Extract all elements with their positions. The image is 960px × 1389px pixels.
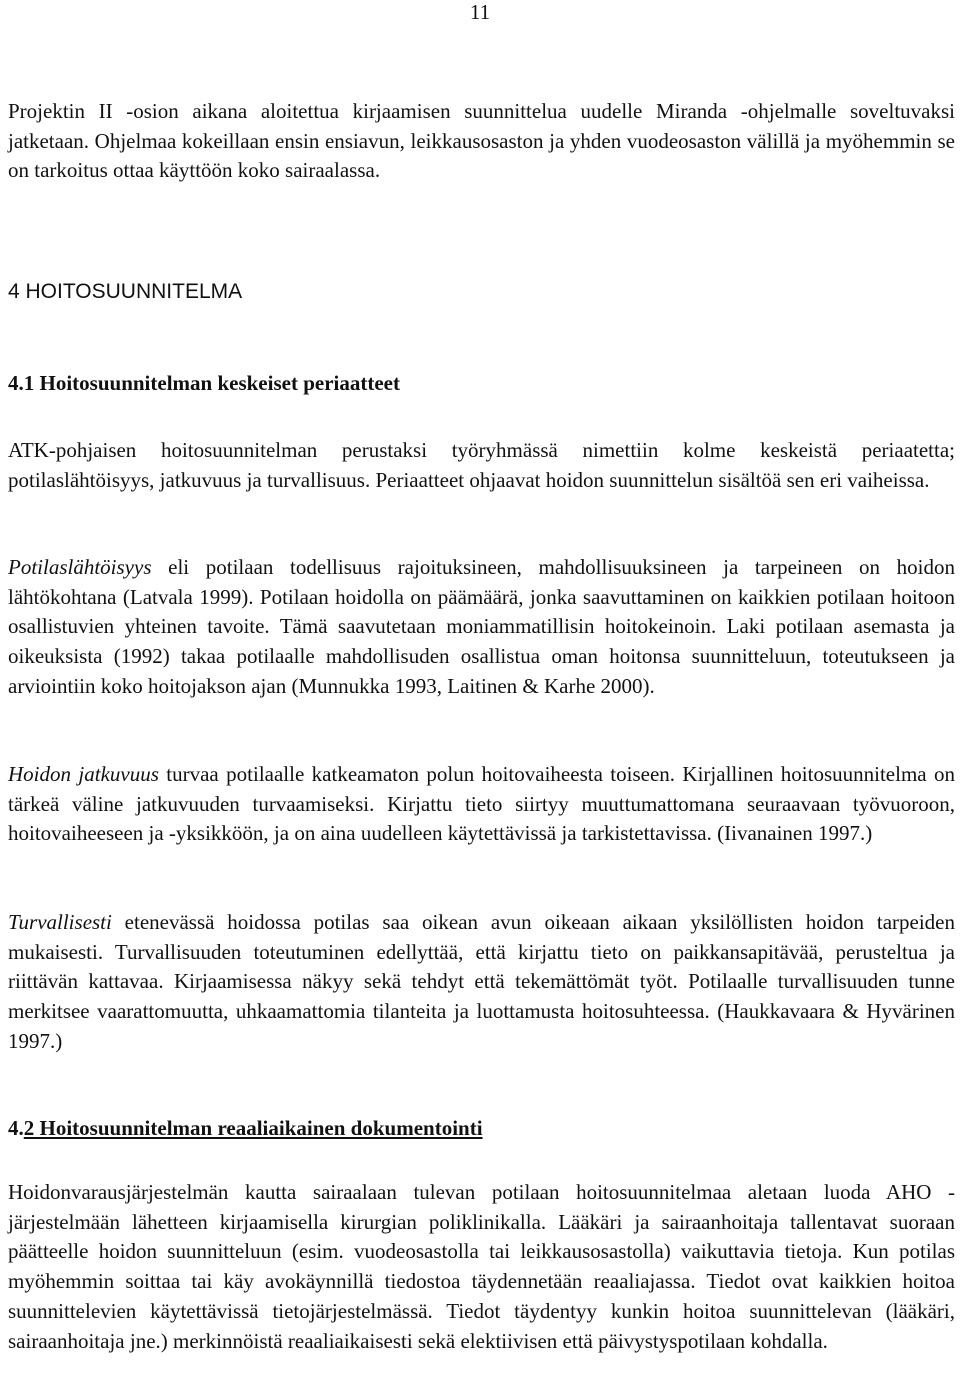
section-4-1-paragraph-1-block (8, 436, 955, 495)
section-4-1-paragraph-3-block (8, 760, 955, 849)
section-4-2-heading-text: 2 Hoitosuunnitelman reaaliaikainen dokumentointi (23, 1116, 483, 1140)
intro-paragraph: Projektin II -osion aikana aloitettua kirjaamisen suunnittelua uudelle Miranda -ohjelmalle soveltuvaksi jatketaan. Ohjelmaa kokeillaan ensin ensiavun, leikkausosaston ja yhden vuodeosaston välillä ja myöhemmin se on tarkoitus ottaa käyttöön koko sairaalassa. (8, 99, 955, 183)
section-4-2-paragraph-1: Hoidonvarausjärjestelmän kautta sairaalaan tulevan potilaan hoitosuunnitelmaa aletaan luoda AHO -järjestelmään lähetteen kirjaamisella kirurgian poliklinikalla. Lääkäri ja sairaanhoitaja tallentavat suoraan päätteelle hoidon suunnitteluun (esim. vuodeosastolla tai leikkausosastolla) vaikuttavia tietoja. Kun potilas myöhemmin soittaa tai käy avokäynnillä tiedostoa täydennetään reaaliajassa. Tiedot ovat kaikkien hoitoa suunnittelevien käytettävissä tietojärjestelmässä. Tiedot täydentyy kunkin hoitoa suunnittelevan (lääkäri, sairaanhoitaja jne.) merkinnöistä reaaliaikaisesti sekä elektiivisen että päivystyspotilaan kohdalla. (8, 1180, 955, 1353)
section-4-1-heading: 4.1 Hoitosuunnitelman keskeiset periaatteet (8, 371, 400, 395)
section-4-1-paragraph-1: ATK-pohjaisen hoitosuunnitelman perustaksi työryhmässä nimettiin kolme keskeistä periaatetta; potilaslähtöisyys, jatkuvuus ja turvallisuus. Periaatteet ohjaavat hoidon suunnittelun sisältöä sen eri vaiheissa. (8, 438, 955, 492)
section-4-1-paragraph-3-text: turvaa potilaalle katkeamaton polun hoitovaiheesta toiseen. Kirjallinen hoitosuunnitelma on tärkeä väline jatkuvuuden turvaamiseksi. Kirjattu tieto siirtyy muuttumattomana seuraavaan työvuoroon, hoitovaiheeseen ja -yksikköön, ja on aina uudelleen käytettävissä ja tarkistettavissa. (Iivanainen 1997.) (8, 762, 956, 846)
hoidon-jatkuvuus-term: Hoidon jatkuvuus (8, 762, 159, 786)
section-4-2-heading-block (8, 1115, 955, 1141)
potilaslahtoisyys-term: Potilaslähtöisyys (8, 555, 152, 579)
chapter-heading-block (8, 279, 955, 305)
section-4-1-paragraph-3 (8, 760, 955, 849)
intro-paragraph-block (8, 97, 955, 186)
section-4-1-paragraph-4-block (8, 908, 955, 1057)
section-4-1-paragraph-2 (8, 553, 955, 702)
section-4-1-paragraph-2-block (8, 553, 955, 702)
chapter-heading: 4 HOITOSUUNNITELMA (8, 280, 243, 303)
turvallisesti-term: Turvallisesti (8, 910, 112, 934)
section-4-1-heading-block (8, 370, 955, 396)
section-4-1-paragraph-4-text: etenevässä hoidossa potilas saa oikean avun oikeaan aikaan yksilöllisten hoidon tarpeiden mukaisesti. Turvallisuuden toteutuminen edellyttää, että kirjattu tieto on paikkansapitävää, perusteltua ja riittävän kattavaa. Kirjaamisessa näkyy sekä tehdyt että tekemättömät työt. Potilaalle turvallisuuden tunne merkitsee vaarattomuutta, uhkaamattomia tilanteita ja luottamusta hoitosuhteessa. (Haukkavaara & Hyvärinen 1997.) (8, 910, 955, 1053)
section-4-2-number: 4. (8, 1116, 24, 1140)
section-4-2-paragraph-1-block (8, 1178, 955, 1356)
section-4-1-paragraph-2-text: eli potilaan todellisuus rajoituksineen, mahdollisuuksineen ja tarpeineen on hoidon lähtökohtana (Latvala 1999). Potilaan hoidolla on päämäärä, jonka saavuttaminen on kaikkien potilaan hoitoon osallistuvien yhteinen tavoite. Tämä saavutetaan moniammatillisin hoitokeinoin. Laki potilaan asemasta ja oikeuksista (1992) takaa potilaalle mahdollisuden osallistua oman hoitonsa suunnitteluun, toteutukseen ja arviointiin koko hoitojakson ajan (Munnukka 1993, Laitinen & Karhe 2000). (8, 555, 955, 698)
page-number: 11 (469, 0, 491, 24)
section-4-2-heading (8, 1115, 955, 1141)
section-4-1-paragraph-4 (8, 908, 955, 1057)
